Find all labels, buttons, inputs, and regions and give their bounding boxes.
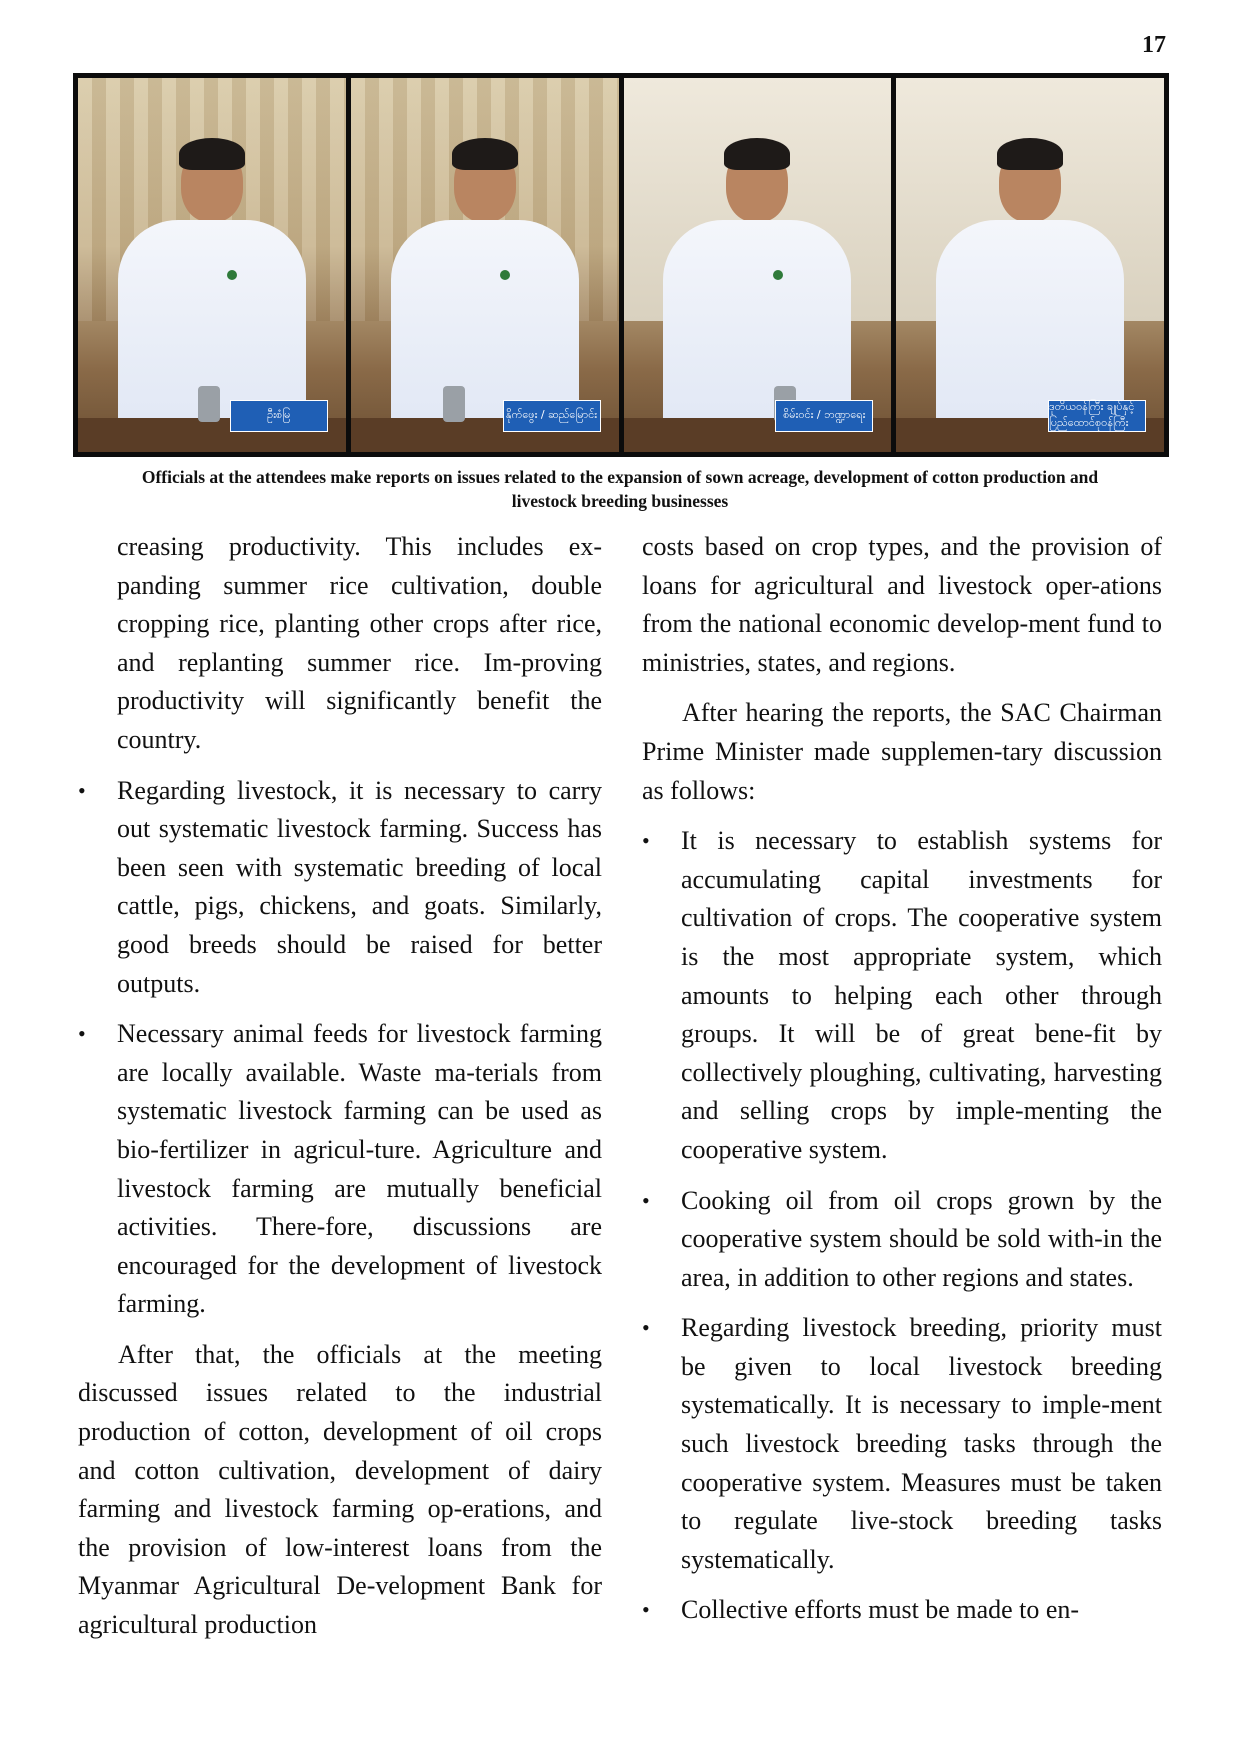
bullet-list	[78, 772, 602, 1324]
body-paragraph: After that, the officials at the meeting discussed issues related to the industrial production of cotton, development of oil crops and cotton cultivation, development of dairy farming and livestock farming op-erations, and the provision of low-interest loans from the Myanmar Agricultural De-velopment Bank for agricultural production	[78, 1339, 602, 1640]
body-paragraph: After hearing the reports, the SAC Chairman Prime Minister made supplemen-tary discussion as follows:	[642, 698, 1162, 805]
cup	[443, 386, 465, 422]
nameplate: ဦးစံမြ	[230, 400, 328, 432]
bullet-item: • It is necessary to establish systems for accumulating capital investments for cultivation of crops. The cooperative system is the most appropriate system, which amounts to helping each other through groups. It will be of great bene-fit by collectively ploughing, cultivating, harvesting and selling crops by imple-menting the cooperative system.	[642, 822, 1162, 1169]
continued-paragraph: creasing productivity. This includes ex-panding summer rice cultivation, double cropping rice, planting other crops after rice, and replanting summer rice. Im-proving productivity will significantly benefit the country.	[117, 532, 602, 754]
cup	[198, 386, 220, 422]
nameplate: စိမ်းဝင်း / ဘဏ္ဍာရေး	[775, 400, 873, 432]
left-column	[78, 528, 602, 1657]
photo-official-3	[624, 78, 892, 452]
nameplate: နိုက်ဖွေး / ဆည်မြောင်း	[503, 400, 601, 432]
photo-strip	[73, 73, 1169, 457]
bullet-item: • Cooking oil from oil crops grown by the cooperative system should be sold with-in the area, in addition to other regions and states.	[642, 1182, 1162, 1298]
page-number: 17	[1142, 32, 1166, 58]
bullet-item: • Regarding livestock breeding, priority must be given to local livestock breeding systematically. It is necessary to imple-ment such livestock breeding tasks through the cooperative system. Measures must be taken to regulate live-stock breeding tasks systematically.	[642, 1309, 1162, 1579]
photo-caption: Officials at the attendees make reports on issues related to the expansion of sown acreage, development of cotton production and livestock breeding businesses	[141, 467, 1099, 511]
bullet-item: • Collective efforts must be made to en-	[642, 1591, 1162, 1630]
continued-paragraph: costs based on crop types, and the provision of loans for agricultural and livestock oper-ations from the national economic develop-ment fund to ministries, states, and regions.	[642, 532, 1162, 677]
bullet-item: • Necessary animal feeds for livestock farming are locally available. Waste ma-terials from systematic livestock farming can be used as bio-fertilizer in agricul-ture. Agriculture and livestock farming are mutually beneficial activities. There-fore, discussions are encouraged for the development of livestock farming.	[78, 1015, 602, 1324]
nameplate: ဒုတိယဝန်ကြီး ချုပ်နှင့် ပြည်ထောင်စုဝန်ကြီး	[1048, 400, 1146, 432]
photo-official-2	[351, 78, 619, 452]
right-column	[642, 528, 1162, 1642]
bullet-item: • Regarding livestock, it is necessary to carry out systematic livestock farming. Success has been seen with systematic breeding of local cattle, pigs, chickens, and goats. Similarly, good breeds should be raised for better outputs.	[78, 772, 602, 1004]
photo-official-4	[896, 78, 1164, 452]
photo-official-1	[78, 78, 346, 452]
bullet-list	[642, 822, 1162, 1630]
